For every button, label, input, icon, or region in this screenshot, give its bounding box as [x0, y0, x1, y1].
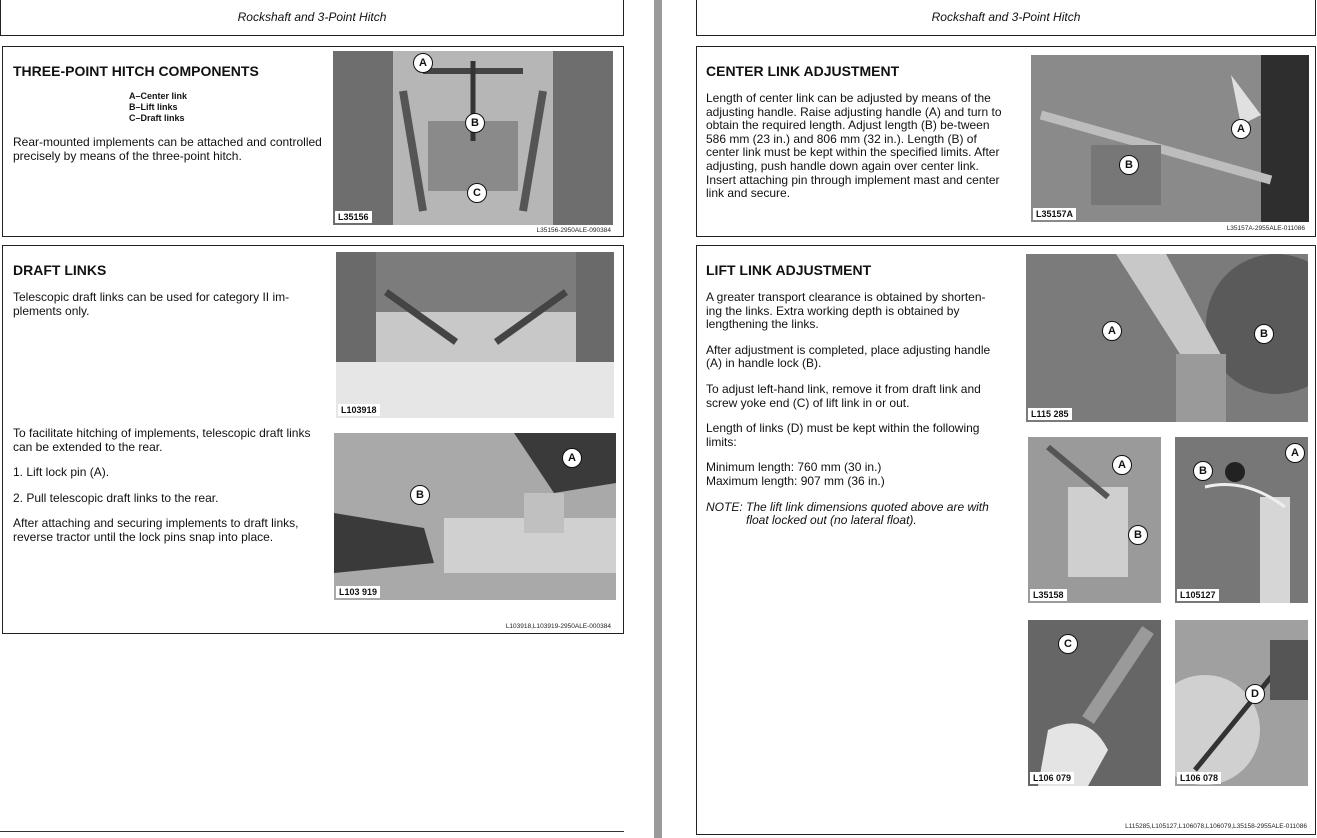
callout-c: C: [467, 183, 487, 203]
body-text: Telescopic draft links can be used for category II im-plements only.: [13, 290, 290, 318]
figure-label: L106 079: [1030, 772, 1074, 784]
callout-b: B: [1193, 461, 1213, 481]
footer-rule: [0, 831, 624, 832]
draft-links-photo: [336, 252, 614, 418]
lift-link-illustration-2: [1028, 437, 1161, 603]
note: NOTE: The lift link dimensions quoted above are with float locked out (no lateral float).: [706, 499, 989, 528]
section-center-link: [696, 46, 1316, 237]
reference-code: L115285,L105127,L106078,L106079,L35158-2955ALE-011086: [1125, 823, 1307, 830]
lift-link-illustration-3: [1175, 437, 1308, 603]
callout-b: B: [1254, 324, 1274, 344]
lift-link-photo-2: [1028, 437, 1161, 603]
lock-pin-photo: [334, 433, 616, 600]
legend-item: B–Lift links: [129, 102, 178, 112]
callout-b: B: [410, 485, 430, 505]
paragraph: Length of links (D) must be kept within the following limits:: [706, 421, 980, 449]
body-text: [706, 291, 996, 540]
section-title: CENTER LINK ADJUSTMENT: [706, 63, 900, 79]
callout-d: D: [1245, 684, 1265, 704]
legend-item: C–Draft links: [129, 113, 185, 123]
limits: [706, 461, 996, 488]
lift-link-illustration-4: [1028, 620, 1161, 786]
maximum-length: Maximum length: 907 mm (36 in.): [706, 473, 885, 488]
callout-c: C: [1058, 634, 1078, 654]
running-header: Rockshaft and 3-Point Hitch: [696, 0, 1316, 36]
callout-a: A: [1285, 443, 1305, 463]
body-text: Length of center link can be adjusted by means of the adjusting handle. Raise adjusting handle (A) and turn to obtain the required length. Adjust length (B) be-tween 586 mm (23 in.) and 806 mm (32 in.). Length (B) of center link must be kept within the specified limits. After adjusting, push handle down again over center link. Insert attaching pin through implement mast and center link and secure.: [706, 91, 1002, 201]
body-text: Rear-mounted implements can be attached and controlled precisely by means of the three-point hitch.: [13, 135, 322, 163]
figure-label: L103 919: [336, 586, 380, 598]
section-draft-links: [2, 245, 624, 634]
callout-a: A: [562, 448, 582, 468]
callout-a: A: [1102, 321, 1122, 341]
right-page: [662, 0, 1317, 838]
hitch-photo: [333, 51, 613, 225]
callout-b: B: [1119, 155, 1139, 175]
center-link-illustration: [1031, 55, 1309, 222]
step-1: 1. Lift lock pin (A).: [13, 465, 110, 480]
figure-label: L35158: [1030, 589, 1067, 601]
lift-link-photo-4: [1028, 620, 1161, 786]
section-hitch-components: [2, 46, 624, 237]
paragraph: To facilitate hitching of implements, telescopic draft links can be extended to the rear.: [13, 426, 311, 454]
figure-label: L103918: [338, 404, 380, 416]
running-header: Rockshaft and 3-Point Hitch: [0, 0, 624, 36]
callout-a: A: [1231, 119, 1251, 139]
lift-link-photo-5: [1175, 620, 1308, 786]
figure-label: L115 285: [1028, 408, 1072, 420]
lift-link-photo-1: [1026, 254, 1308, 422]
callout-b: B: [465, 113, 485, 133]
left-page: [0, 0, 654, 838]
callout-b: B: [1128, 525, 1148, 545]
figure-label: L35157A: [1033, 208, 1076, 220]
draft-links-illustration: [336, 252, 614, 418]
paragraph: After adjustment is completed, place adjusting handle (A) in handle lock (B).: [706, 342, 991, 371]
section-title: THREE-POINT HITCH COMPONENTS: [13, 63, 259, 79]
figure-label: L105127: [1177, 589, 1219, 601]
figure-label: L106 078: [1177, 772, 1221, 784]
step-2: 2. Pull telescopic draft links to the rear.: [13, 490, 219, 505]
section-lift-link: [696, 245, 1316, 835]
lift-link-photo-3: [1175, 437, 1308, 603]
minimum-length: Minimum length: 760 mm (30 in.): [706, 460, 882, 475]
center-link-photo: [1031, 55, 1309, 222]
legend-item: A–Center link: [129, 91, 188, 101]
callout-a: A: [413, 53, 433, 73]
callout-a: A: [1112, 455, 1132, 475]
reference-code: L35156-2950ALE-090384: [536, 227, 611, 234]
steps-text: [13, 427, 313, 557]
lift-link-illustration-5: [1175, 620, 1308, 786]
reference-code: L103918,L103919-2950ALE-000384: [505, 623, 611, 630]
legend: [129, 91, 187, 124]
paragraph: After attaching and securing implements to draft links, reverse tractor until the lock pins snap into place.: [13, 516, 299, 544]
section-title: LIFT LINK ADJUSTMENT: [706, 262, 872, 278]
paragraph: To adjust left-hand link, remove it from draft link and screw yoke end (C) of lift link in or out.: [706, 381, 981, 410]
page-gutter: [654, 0, 662, 838]
section-title: DRAFT LINKS: [13, 262, 107, 278]
paragraph: A greater transport clearance is obtained by shorten-ing the links. Extra working depth is obtained by lengthening the links.: [706, 290, 986, 332]
reference-code: L35157A-2955ALE-011086: [1226, 225, 1305, 232]
figure-label: L35156: [335, 211, 372, 223]
